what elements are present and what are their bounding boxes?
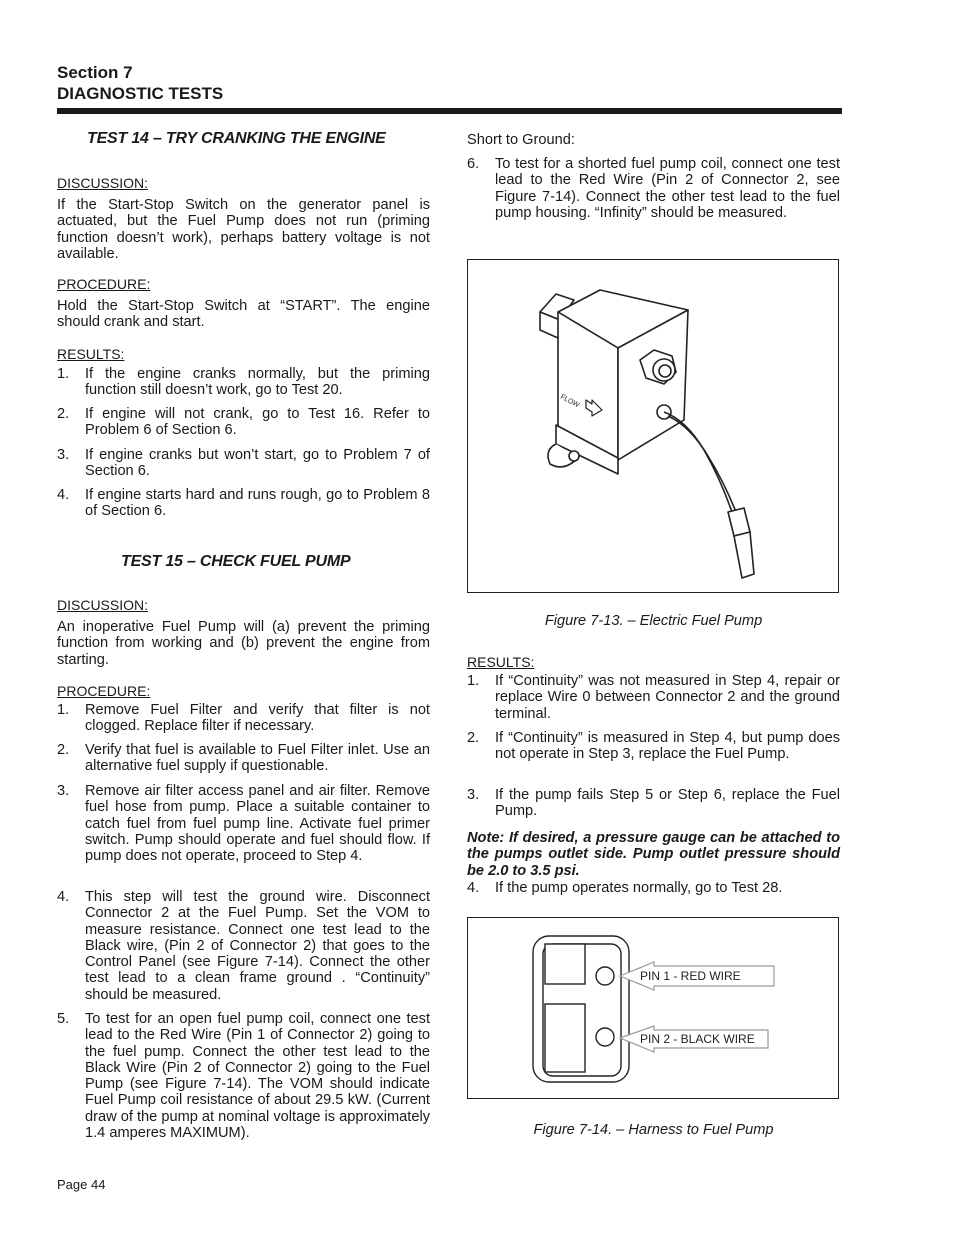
item-text: If engine will not crank, go to Test 16. Refer to Problem 6 of Section 6. xyxy=(85,406,430,439)
item-number: 3. xyxy=(57,447,70,463)
test15-heading: TEST 15 – CHECK FUEL PUMP xyxy=(121,553,351,570)
test14-procedure: Hold the Start-Stop Switch at “START”. The engine should crank and start. xyxy=(57,298,430,331)
pin-2-terminal xyxy=(596,1028,614,1046)
item-number: 1. xyxy=(57,702,70,718)
item-text: If the engine cranks normally, but the priming function still doesn’t work, go to Test 20. xyxy=(85,366,430,399)
list-item xyxy=(467,880,840,896)
pin-1-socket xyxy=(545,944,585,984)
pin-1-terminal xyxy=(596,967,614,985)
item-number: 4. xyxy=(57,487,70,503)
test14-heading: TEST 14 – TRY CRANKING THE ENGINE xyxy=(87,130,386,147)
section-number: Section 7 xyxy=(57,63,133,82)
harness-connector-illustration xyxy=(468,918,838,1098)
list-item xyxy=(57,702,430,735)
item-number: 1. xyxy=(467,673,480,689)
list-item xyxy=(57,742,430,775)
item-text: If “Continuity” is measured in Step 4, but pump does not operate in Step 3, replace the Fuel Pump. xyxy=(495,730,840,763)
test15-results-label: RESULTS: xyxy=(467,654,535,670)
test14-procedure-label: PROCEDURE: xyxy=(57,276,151,292)
list-item xyxy=(57,487,430,520)
test15-procedure-label: PROCEDURE: xyxy=(57,683,151,699)
list-item xyxy=(467,787,840,820)
item-text: Remove Fuel Filter and verify that filter is not clogged. Replace filter if necessary. xyxy=(85,702,430,735)
item-text: If engine cranks but won’t start, go to Problem 7 of Section 6. xyxy=(85,447,430,480)
list-item xyxy=(57,447,430,480)
item-text: If the pump operates normally, go to Test 28. xyxy=(495,880,783,896)
test14-discussion: If the Start-Stop Switch on the generator panel is actuated, but the Fuel Pump does not run (priming function doesn’t work), perhaps battery voltage is not available. xyxy=(57,197,430,262)
item-text: Verify that fuel is available to Fuel Filter inlet. Use an alternative fuel supply if questionable. xyxy=(85,742,430,775)
pin-1-label: PIN 1 - RED WIRE xyxy=(640,969,741,983)
item-text: Remove air filter access panel and air filter. Remove fuel hose from pump. Place a suitable container to catch fuel from fuel pump line. Activate fuel primer switch. Pump should operate and fuel should flow. If pump does not operate, proceed to Step 4. xyxy=(85,783,430,865)
figure-14-caption: Figure 7-14. – Harness to Fuel Pump xyxy=(533,1122,774,1138)
fuel-pump-illustration xyxy=(468,260,838,592)
list-item xyxy=(467,730,840,763)
figure-13-caption: Figure 7-13. – Electric Fuel Pump xyxy=(544,613,763,629)
flow-label: FLOW xyxy=(559,393,581,410)
item-number: 3. xyxy=(57,783,70,799)
figure-14-box xyxy=(467,917,839,1099)
item-text: If engine starts hard and runs rough, go to Problem 8 of Section 6. xyxy=(85,487,430,520)
section-title: DIAGNOSTIC TESTS xyxy=(57,84,224,103)
item-number: 2. xyxy=(467,730,480,746)
test15-discussion: An inoperative Fuel Pump will (a) prevent the priming function from working and (b) prevent the engine from starting. xyxy=(57,619,430,668)
list-item xyxy=(467,673,840,722)
pressure-note: Note: If desired, a pressure gauge can be attached to the pumps outlet side. Pump outlet pressure should be 2.0 to 3.5 psi. xyxy=(467,830,840,879)
item-text: To test for an open fuel pump coil, connect one test lead to the Red Wire (Pin 1 of Connector 2) going to the fuel pump. Connect the other test lead to the Black Wire (Pin 2 of Connector 2) going to the Fuel Pump (see Figure 7-14). The VOM should indicate Fuel Pump coil resistance of about 29.5 kW. (Current draw of the pump at nominal voltage is approximately 1.4 amperes MAXIMUM). xyxy=(85,1011,430,1142)
list-item xyxy=(57,406,430,439)
pin-2-label: PIN 2 - BLACK WIRE xyxy=(640,1032,755,1046)
item-number: 4. xyxy=(57,889,70,905)
list-item xyxy=(57,366,430,399)
item-number: 1. xyxy=(57,366,70,382)
test14-results-label: RESULTS: xyxy=(57,346,125,362)
item-number: 5. xyxy=(57,1011,70,1027)
test14-discussion-label: DISCUSSION: xyxy=(57,175,149,191)
test15-procedure-list xyxy=(57,702,430,1147)
short-to-ground-label: Short to Ground: xyxy=(467,132,575,148)
item-text: This step will test the ground wire. Disconnect Connector 2 at the Fuel Pump. Set the VOM to measure resistance. Connect one test lead to the Black wire, (Pin 2 of Connector 2) that goes to the Control Panel (see Figure 7-14). Connect the other test lead to a clean frame ground . “Continuity” should be measured. xyxy=(85,889,430,1003)
item-number: 2. xyxy=(57,406,70,422)
section-header xyxy=(57,62,223,104)
step6-list xyxy=(467,156,840,236)
page-number: Page 44 xyxy=(57,1177,106,1192)
header-rule xyxy=(57,108,842,114)
item-text: To test for a shorted fuel pump coil, connect one test lead to the Red Wire (Pin 2 of Connector 2, see Figure 7-14). Connect the other test lead to the fuel pump housing. “Infinity” should be measured. xyxy=(495,156,840,221)
list-item xyxy=(57,783,430,864)
step4b-list xyxy=(467,880,840,900)
list-item xyxy=(57,889,430,1003)
item-text: If “Continuity” was not measured in Step 4, repair or replace Wire 0 between Connector 2 and the ground terminal. xyxy=(495,673,840,722)
test14-results-list xyxy=(57,366,430,526)
test15-results-list xyxy=(467,673,840,823)
item-number: 2. xyxy=(57,742,70,758)
figure-13-box xyxy=(467,259,839,593)
list-item xyxy=(57,1011,430,1141)
item-text: If the pump fails Step 5 or Step 6, replace the Fuel Pump. xyxy=(495,787,840,820)
test15-discussion-label: DISCUSSION: xyxy=(57,597,149,613)
pin-2-socket xyxy=(545,1004,585,1072)
item-number: 4. xyxy=(467,880,480,896)
item-number: 3. xyxy=(467,787,480,803)
list-item xyxy=(467,156,840,221)
item-number: 6. xyxy=(467,156,480,172)
